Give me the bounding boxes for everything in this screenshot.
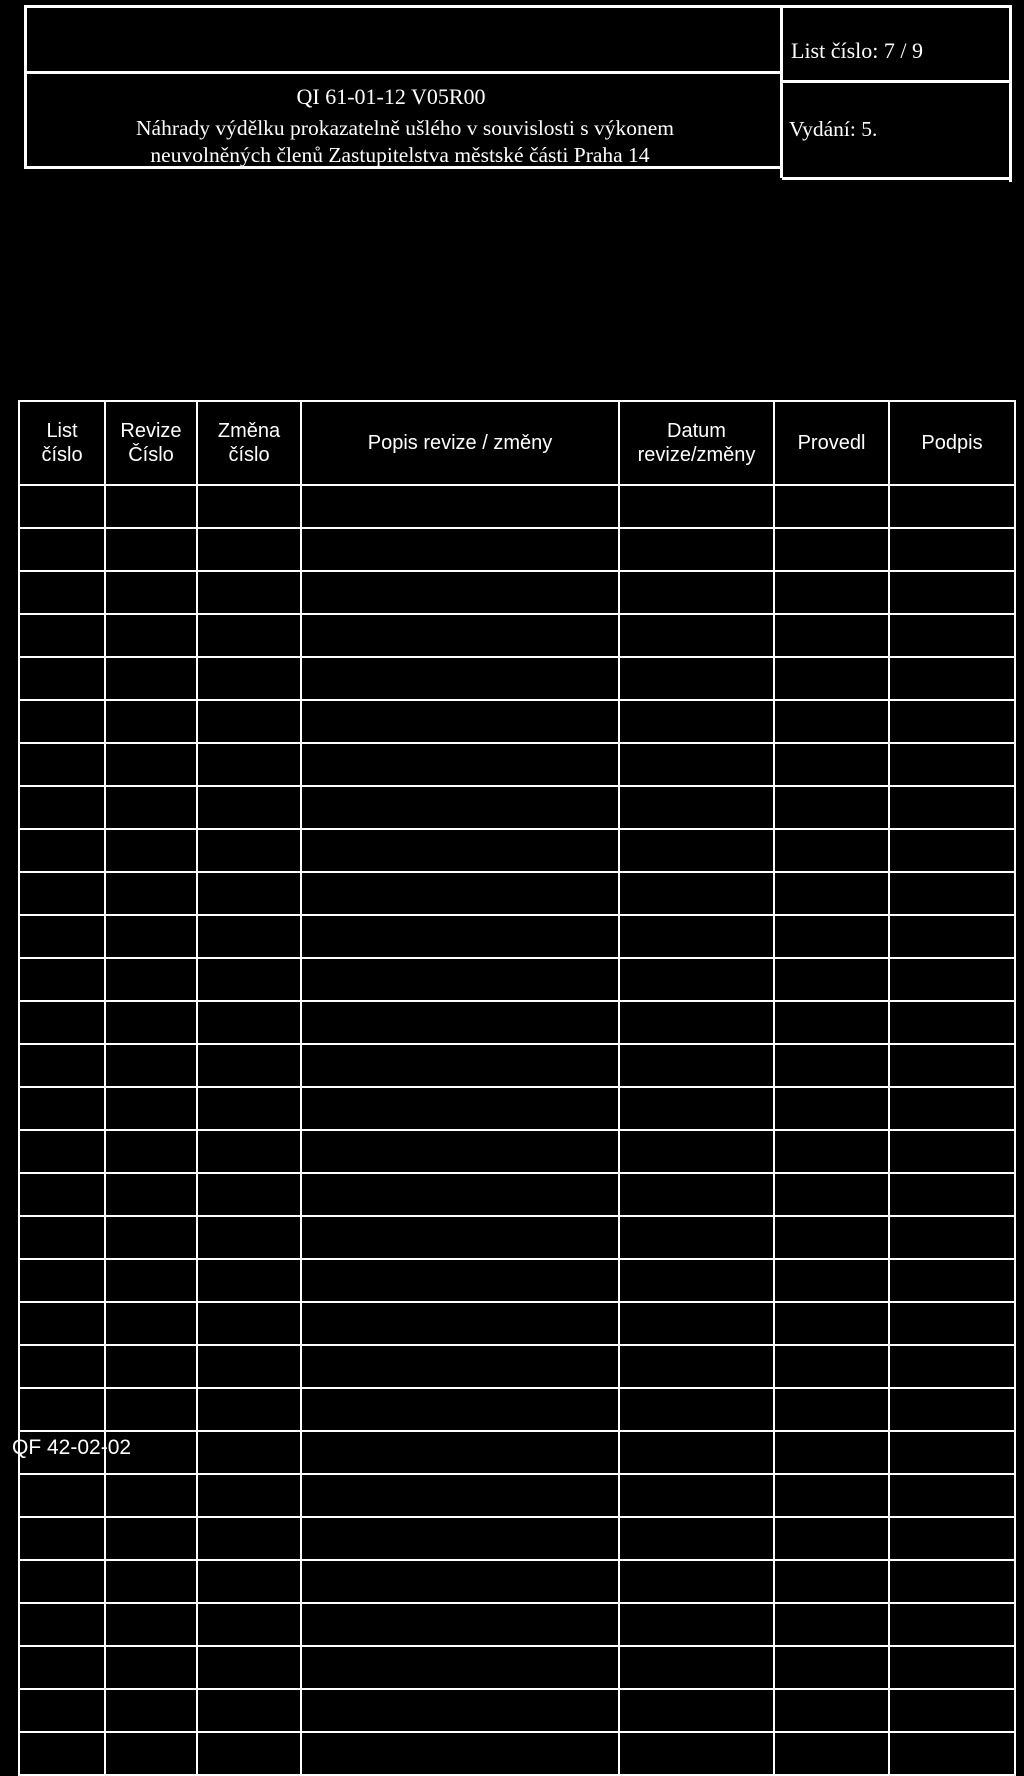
table-cell [197,1603,301,1646]
table-cell [301,1732,619,1775]
table-cell [197,915,301,958]
table-cell [774,571,889,614]
table-cell [619,743,774,786]
table-cell [619,528,774,571]
table-cell [301,1689,619,1732]
table-cell [19,1560,105,1603]
table-cell [774,528,889,571]
table-cell [19,1216,105,1259]
header-divider-right [782,80,1012,83]
table-cell [19,1302,105,1345]
table-cell [619,1560,774,1603]
table-cell [197,1302,301,1345]
table-cell [774,1259,889,1302]
table-cell [197,1646,301,1689]
table-cell [105,700,197,743]
document-title-line-2: neuvolněných členů Zastupitelstva městské části Praha 14 [150,143,650,167]
table-cell [301,1646,619,1689]
table-cell [889,657,1015,700]
table-cell [19,1345,105,1388]
table-cell [19,829,105,872]
table-cell [19,700,105,743]
table-cell [19,571,105,614]
edition-number: Vydání: 5. [789,117,878,141]
table-cell [774,786,889,829]
table-cell [301,1259,619,1302]
table-cell [19,743,105,786]
table-cell [619,872,774,915]
table-cell [105,1345,197,1388]
table-cell [889,614,1015,657]
table-cell [301,1388,619,1431]
table-cell [105,915,197,958]
table-cell [301,872,619,915]
table-cell [619,700,774,743]
table-row [19,872,1015,915]
table-cell [301,700,619,743]
table-cell [619,485,774,528]
table-cell [105,1302,197,1345]
table-cell [774,1474,889,1517]
table-cell [619,1732,774,1775]
table-cell [774,743,889,786]
table-cell [774,1173,889,1216]
table-row [19,915,1015,958]
table-cell [197,1388,301,1431]
table-row [19,528,1015,571]
table-row [19,1646,1015,1689]
document-code: QI 61-01-12 V05R00 [296,84,486,109]
table-cell [889,1001,1015,1044]
table-cell [197,1001,301,1044]
table-cell [774,1603,889,1646]
table-cell [301,786,619,829]
table-row [19,1603,1015,1646]
table-cell [197,657,301,700]
table-cell [19,786,105,829]
table-cell [197,1216,301,1259]
table-cell [889,958,1015,1001]
table-cell [105,1388,197,1431]
table-row [19,1001,1015,1044]
table-cell [197,1130,301,1173]
table-cell [105,571,197,614]
revision-table [18,400,1016,1776]
table-cell [105,1001,197,1044]
table-cell [105,1474,197,1517]
table-row [19,1560,1015,1603]
table-cell [889,571,1015,614]
table-cell [105,1603,197,1646]
table-cell [197,958,301,1001]
table-cell [197,700,301,743]
table-cell [619,1345,774,1388]
table-cell [301,1001,619,1044]
table-cell [105,1216,197,1259]
table-cell [619,657,774,700]
document-title-line-1: Náhrady výdělku prokazatelně ušlého v souvislosti s výkonem [136,116,674,140]
table-cell [774,1216,889,1259]
table-cell [197,485,301,528]
table-row [19,1302,1015,1345]
table-cell [889,1259,1015,1302]
table-cell [19,1173,105,1216]
table-cell [889,1388,1015,1431]
table-cell [889,528,1015,571]
column-header-performed-by: Provedl [774,401,889,485]
table-cell [619,915,774,958]
table-cell [619,1001,774,1044]
table-cell [889,786,1015,829]
table-cell [301,1603,619,1646]
table-cell [889,1732,1015,1775]
sheet-number: List číslo: 7 / 9 [791,38,923,63]
table-cell [19,1388,105,1431]
table-cell [301,1173,619,1216]
table-cell [19,485,105,528]
table-cell [889,1216,1015,1259]
table-cell [619,1259,774,1302]
header-border-right [1009,5,1012,182]
table-cell [301,1087,619,1130]
table-cell [197,1044,301,1087]
table-row [19,700,1015,743]
table-cell [889,1431,1015,1474]
table-cell [774,958,889,1001]
table-cell [774,1431,889,1474]
table-cell [197,1560,301,1603]
table-cell [889,1603,1015,1646]
table-cell [619,1431,774,1474]
table-cell [105,657,197,700]
table-cell [301,571,619,614]
table-cell [889,1646,1015,1689]
table-cell [889,1087,1015,1130]
table-cell [197,743,301,786]
table-cell [197,528,301,571]
column-header-change-number: Změna číslo [197,401,301,485]
table-cell [105,829,197,872]
table-row [19,1173,1015,1216]
table-cell [105,1646,197,1689]
table-cell [619,786,774,829]
table-cell [301,1345,619,1388]
column-header-date: Datum revize/změny [619,401,774,485]
table-cell [19,1517,105,1560]
table-cell [619,614,774,657]
table-cell [301,743,619,786]
table-cell [105,1732,197,1775]
table-cell [889,1302,1015,1345]
table-cell [19,1001,105,1044]
table-cell [19,1732,105,1775]
table-row [19,958,1015,1001]
table-cell [889,829,1015,872]
table-cell [19,1474,105,1517]
table-cell [105,1560,197,1603]
table-cell [774,1388,889,1431]
table-cell [774,1044,889,1087]
table-cell [19,872,105,915]
table-cell [889,485,1015,528]
table-cell [889,915,1015,958]
table-cell [19,1044,105,1087]
table-cell [301,958,619,1001]
table-cell [774,1130,889,1173]
table-cell [774,1689,889,1732]
revision-table-body [19,485,1015,1775]
table-cell [19,1259,105,1302]
table-cell [774,1001,889,1044]
table-row [19,1087,1015,1130]
table-cell [105,1130,197,1173]
table-row [19,1517,1015,1560]
table-row [19,1732,1015,1775]
table-cell [774,829,889,872]
table-cell [774,614,889,657]
table-cell [301,1560,619,1603]
table-cell [105,485,197,528]
table-cell [105,1087,197,1130]
table-cell [619,1474,774,1517]
table-cell [197,872,301,915]
table-row [19,743,1015,786]
header-border-bottom-right [782,177,1012,180]
table-cell [889,700,1015,743]
table-cell [889,743,1015,786]
table-cell [619,1388,774,1431]
table-cell [774,1646,889,1689]
table-cell [197,1517,301,1560]
table-cell [105,743,197,786]
table-cell [197,1474,301,1517]
table-row [19,1216,1015,1259]
table-row [19,1388,1015,1431]
table-cell [301,614,619,657]
table-row [19,1431,1015,1474]
table-cell [105,528,197,571]
table-cell [619,1689,774,1732]
table-cell [197,1732,301,1775]
header-border-top [24,5,1012,8]
table-cell [774,1302,889,1345]
table-cell [19,1087,105,1130]
table-cell [774,1087,889,1130]
table-row [19,1689,1015,1732]
table-cell [197,1173,301,1216]
table-row [19,829,1015,872]
table-cell [19,1603,105,1646]
table-cell [19,958,105,1001]
table-cell [774,1732,889,1775]
table-cell [105,1689,197,1732]
table-cell [197,829,301,872]
table-cell [619,1044,774,1087]
table-row [19,1474,1015,1517]
table-cell [774,700,889,743]
table-cell [105,958,197,1001]
table-cell [301,1216,619,1259]
table-cell [301,1302,619,1345]
table-cell [889,1044,1015,1087]
table-cell [889,1130,1015,1173]
table-row [19,485,1015,528]
table-cell [19,614,105,657]
table-cell [774,1560,889,1603]
table-cell [105,786,197,829]
table-row [19,786,1015,829]
table-cell [619,1216,774,1259]
table-cell [105,1517,197,1560]
table-cell [889,872,1015,915]
table-cell [197,786,301,829]
table-cell [197,1689,301,1732]
table-cell [197,1345,301,1388]
form-code: QF 42-02-02 [12,1436,132,1459]
table-row [19,657,1015,700]
table-cell [105,614,197,657]
table-cell [889,1474,1015,1517]
table-cell [105,1259,197,1302]
table-cell [105,1173,197,1216]
table-cell [197,1259,301,1302]
table-row [19,1044,1015,1087]
table-cell [619,829,774,872]
table-row [19,571,1015,614]
table-cell [301,1474,619,1517]
table-cell [619,1517,774,1560]
table-cell [619,1603,774,1646]
table-cell [889,1517,1015,1560]
table-cell [19,1646,105,1689]
column-header-signature: Podpis [889,401,1015,485]
table-cell [774,1345,889,1388]
table-cell [301,657,619,700]
table-cell [619,958,774,1001]
table-cell [619,1087,774,1130]
table-cell [19,528,105,571]
table-cell [774,1517,889,1560]
table-cell [774,872,889,915]
column-header-description: Popis revize / změny [301,401,619,485]
table-cell [619,1173,774,1216]
table-cell [19,1130,105,1173]
table-cell [889,1689,1015,1732]
table-cell [774,485,889,528]
table-cell [301,1431,619,1474]
table-cell [301,1130,619,1173]
table-cell [774,915,889,958]
table-cell [889,1345,1015,1388]
table-row [19,1345,1015,1388]
table-cell [301,1044,619,1087]
table-row [19,614,1015,657]
table-cell [619,571,774,614]
table-cell [889,1173,1015,1216]
table-cell [19,915,105,958]
table-cell [197,614,301,657]
table-cell [889,1560,1015,1603]
table-cell [19,1689,105,1732]
table-cell [301,915,619,958]
table-cell [301,485,619,528]
table-cell [301,1517,619,1560]
table-cell [301,829,619,872]
table-cell [619,1646,774,1689]
table-cell [774,657,889,700]
table-header-row [19,401,1015,485]
column-header-sheet-number: List číslo [19,401,105,485]
table-cell [619,1130,774,1173]
table-cell [19,657,105,700]
table-row [19,1130,1015,1173]
table-cell [197,1431,301,1474]
table-cell [619,1302,774,1345]
table-cell [197,571,301,614]
column-header-revision-number: Revize Číslo [105,401,197,485]
header-divider-left [24,71,782,74]
table-cell [301,528,619,571]
table-cell [197,1087,301,1130]
table-cell [105,1044,197,1087]
table-row [19,1259,1015,1302]
table-cell [105,872,197,915]
